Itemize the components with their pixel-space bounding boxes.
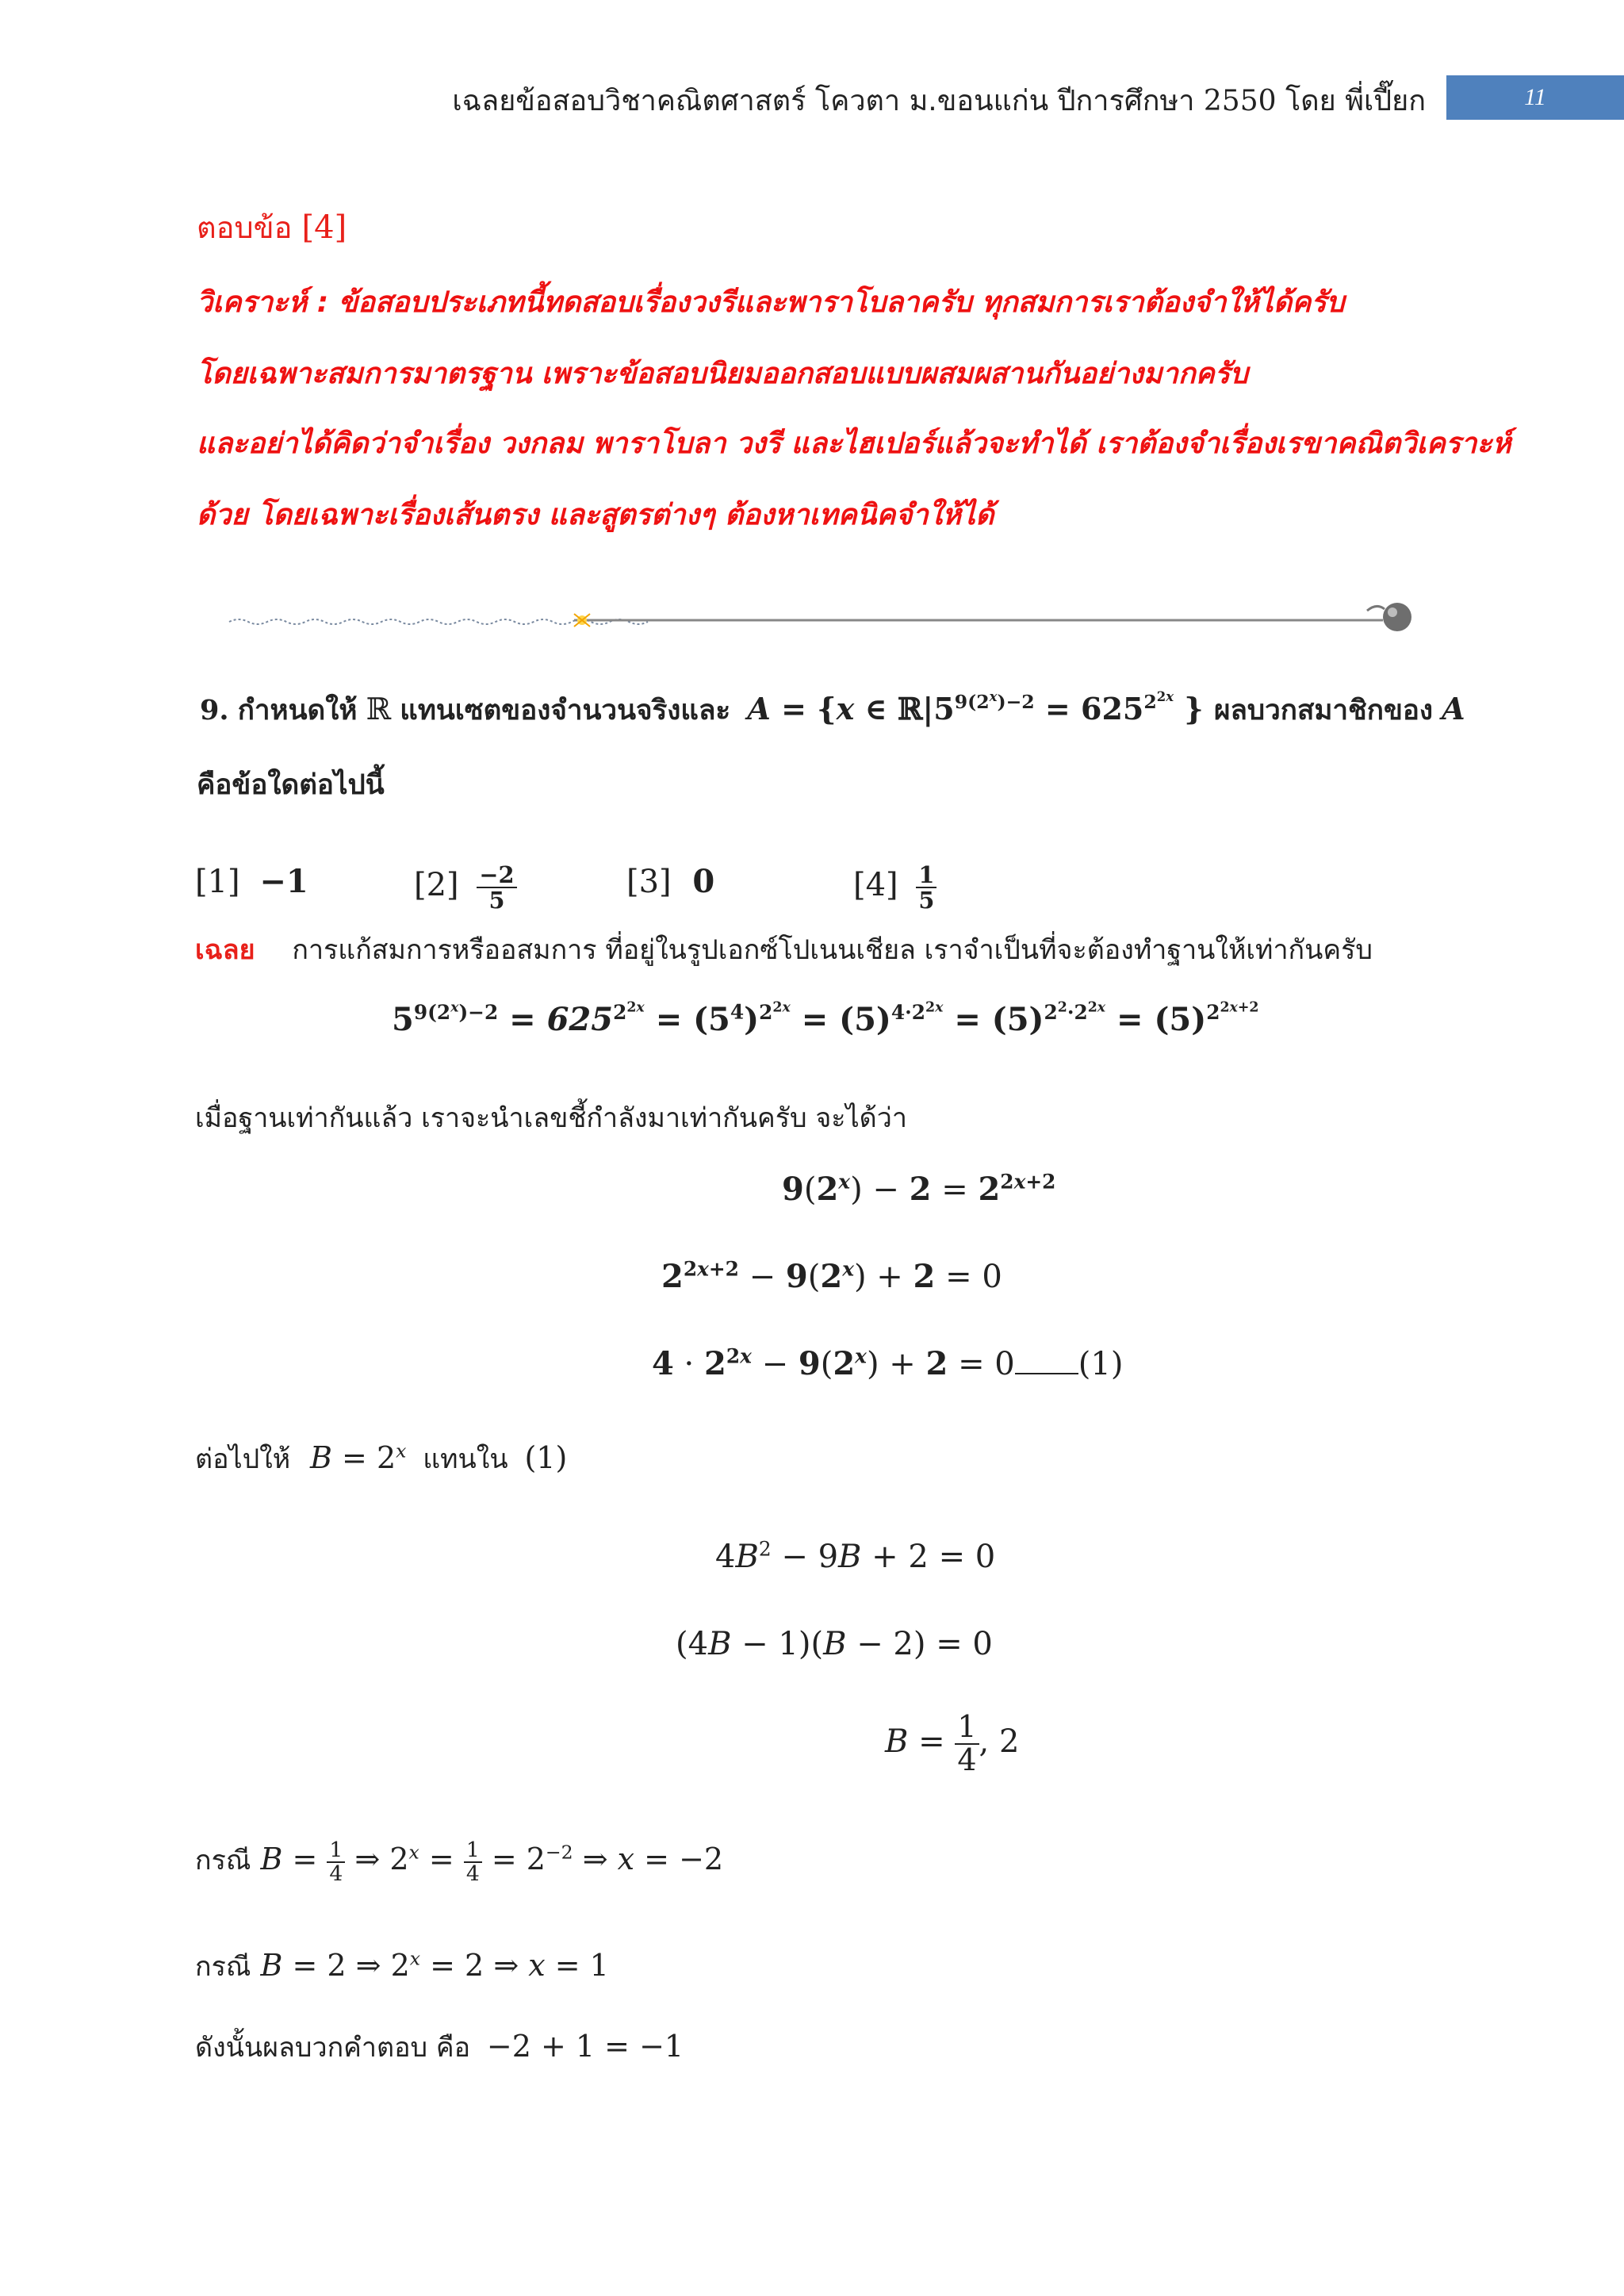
- header-year: 2550: [1203, 85, 1277, 117]
- question-line-2: คือข้อใดต่อไปนี้: [197, 769, 385, 801]
- option-2[interactable]: [414, 863, 517, 912]
- conclusion-value: −2 + 1 = −1: [486, 2029, 684, 2064]
- conclusion-text: ดังนั้นผลบวกคำตอบ คือ: [195, 2032, 471, 2064]
- fuse-divider: [225, 593, 1423, 633]
- case-1: กรณี B = $\frac{1}{4}$ ⇒ $2^x$ = $\frac{1}{4}$ = $2^{-2}$ ⇒ x = −2: [195, 1837, 724, 1886]
- conclusion-line: [195, 2026, 684, 2068]
- equation-reference: (1): [524, 1440, 568, 1475]
- option-3-value: 0: [692, 863, 715, 900]
- equation-1: $9(2^x) - 2 = 2^{2x+2}$: [782, 1170, 1056, 1208]
- substitution-line: ต่อไปให้ $B = 2^x$ แทนใน (1): [195, 1439, 568, 1475]
- substitute-b: แทนใน: [423, 1443, 508, 1475]
- option-4-label: [4]: [853, 867, 898, 904]
- factored: (4B − 1)(B − 2) = 0: [676, 1626, 993, 1662]
- question-line-1: 9. กำหนดให้ ℝ แทนเซตของจำนวนจริงและ A = {x ∈ $ℝ|5^{9(2^x)-2} = 625^{2^{2x}}$ } ผลบวกสมาชิกของ A: [200, 689, 1465, 726]
- question-text-a: กำหนดให้: [237, 695, 358, 726]
- question-text-c: ผลบวกสมาชิกของ: [1213, 695, 1434, 726]
- answer-value: [4]: [301, 209, 347, 246]
- option-2-num: −2: [477, 863, 516, 888]
- running-header: [452, 78, 1426, 123]
- question-number: 9.: [200, 694, 229, 726]
- quadratic: $4B^2 - 9B + 2 = 0$: [715, 1537, 996, 1575]
- page-number-box: [1446, 75, 1624, 120]
- equation-3: $4 \cdot 2^{2x} - 9(2^x) + 2 = 0$ (1): [652, 1344, 1124, 1382]
- same-base-text: เมื่อฐานเท่ากันแล้ว เราจะนำเลขชี้กำลังมาเท่ากันครับ จะได้ว่า: [195, 1102, 907, 1134]
- case-2-label: กรณี: [195, 1951, 251, 1983]
- solution-intro: การแก้สมการหรืออสมการ ที่อยู่ในรูปเอกซ์โปเนนเชียล เราจำเป็นที่จะต้องทำฐานให้เท่ากันครับ: [292, 934, 1373, 966]
- page-number: 11: [1524, 84, 1546, 110]
- header-title: เฉลยข้อสอบวิชาคณิตศาสตร์ โควตา ม.ขอนแก่น ปีการศึกษา: [452, 85, 1195, 117]
- answer-line: [197, 203, 347, 251]
- option-3[interactable]: [626, 863, 714, 900]
- option-2-den: 5: [488, 887, 505, 914]
- analysis-line-3: และอย่าได้คิดว่าจำเรื่อง วงกลม พาราโบลา วงรี และไฮเปอร์แล้วจะทำได้ เราต้องจำเรื่องเรขาคณิตวิเคราะห์: [197, 427, 1511, 460]
- option-3-label: [3]: [626, 864, 672, 900]
- set-name: A: [1442, 691, 1465, 726]
- analysis-line-2: โดยเฉพาะสมการมาตรฐาน เพราะข้อสอบนิยมออกสอบแบบผสมผสานกันอย่างมากครับ: [197, 358, 1248, 390]
- equation-chain: $5^{9(2^x)-2} = 625^{2^{2x}} = (5^4)^{2^{2x}} = (5)^{4\cdot 2^{2x}} = (5)^{2^2\cdot 2^{2x}} = (5)^{2^{2x+2}}$: [392, 999, 1259, 1038]
- roots: B = $\frac{1}{4}$ , 2: [885, 1709, 1020, 1777]
- option-4[interactable]: [853, 863, 936, 912]
- solution-intro-line: [195, 928, 1373, 971]
- equation-2: $2^{2x+2} - 9(2^x) + 2 = 0$: [661, 1257, 1002, 1295]
- option-1-label: [1]: [195, 864, 240, 900]
- option-4-den: 5: [918, 887, 935, 914]
- case-2: กรณี B = 2 ⇒ $2^x = 2$ ⇒ x = 1: [195, 1947, 609, 1983]
- analysis-line-4: ด้วย โดยเฉพาะเรื่องเส้นตรง และสูตรต่างๆ ต้องหาเทคนิคจำให้ได้: [197, 499, 994, 531]
- bomb-icon: [1367, 603, 1411, 631]
- answer-label: ตอบข้อ: [197, 210, 293, 245]
- solution-label: เฉลย: [195, 934, 255, 966]
- analysis-line-1: วิเคราะห์ : ข้อสอบประเภทนี้ทดสอบเรื่องวงรีและพาราโบลาครับ ทุกสมการเราต้องจำให้ได้ครับ: [197, 286, 1345, 319]
- case-1-label: กรณี: [195, 1845, 251, 1876]
- option-4-num: 1: [916, 863, 936, 888]
- header-author: โดย พี่เปี๊ยก: [1285, 85, 1426, 117]
- question-text-b: แทนเซตของจำนวนจริงและ: [400, 695, 731, 726]
- option-2-label: [2]: [414, 867, 459, 904]
- option-1[interactable]: [195, 863, 308, 900]
- option-1-value: −1: [259, 863, 308, 900]
- substitute-a: ต่อไปให้: [195, 1443, 291, 1475]
